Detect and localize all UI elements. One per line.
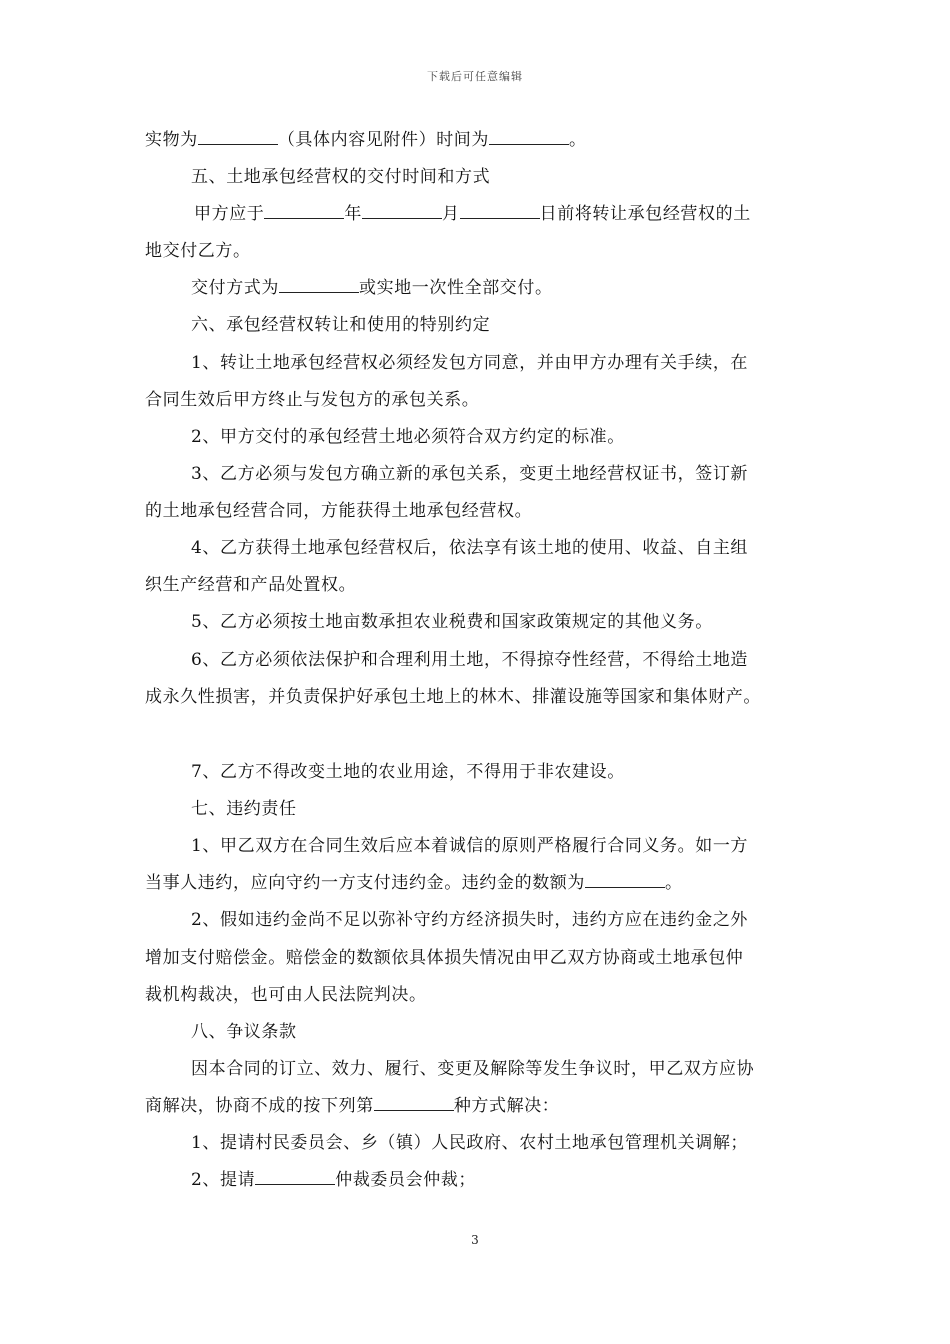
text-line: 6、乙方必须依法保护和合理利用土地，不得掠夺性经营，不得给土地造 bbox=[191, 650, 749, 670]
text-line: 织生产经营和产品处置权。 bbox=[145, 575, 357, 595]
text-line: 2、提请 仲裁委员会仲裁； bbox=[191, 1170, 477, 1190]
text-line: 7、乙方不得改变土地的农业用途，不得用于非农建设。 bbox=[191, 762, 625, 782]
blank-field bbox=[255, 1170, 335, 1185]
text-line: 裁机构裁决，也可由人民法院判决。 bbox=[145, 985, 427, 1005]
text-line: 2、甲方交付的承包经营土地必须符合双方约定的标准。 bbox=[191, 427, 625, 447]
text-line: 增加支付赔偿金。赔偿金的数额依具体损失情况由甲乙双方协商或土地承包仲 bbox=[145, 948, 744, 968]
text-line: 地交付乙方。 bbox=[145, 241, 251, 261]
text-line: 实物为 （具体内容见附件）时间为 。 bbox=[145, 130, 587, 150]
text-line: 4、乙方获得土地承包经营权后，依法享有该土地的使用、收益、自主组 bbox=[191, 538, 749, 558]
blank-field bbox=[198, 130, 278, 145]
text-line: 甲方应于 年 月 日前将转让承包经营权的土 bbox=[194, 204, 751, 224]
text-line: 1、转让土地承包经营权必须经发包方同意，并由甲方办理有关手续，在 bbox=[191, 353, 749, 373]
text-line: 3、乙方必须与发包方确立新的承包关系，变更土地经营权证书，签订新 bbox=[191, 464, 749, 484]
section-heading: 七、违约责任 bbox=[191, 799, 297, 819]
page-header: 下载后可任意编辑 bbox=[427, 70, 523, 83]
text-line: 合同生效后甲方终止与发包方的承包关系。 bbox=[145, 390, 480, 410]
blank-field bbox=[489, 130, 569, 145]
page-number: 3 bbox=[471, 1233, 479, 1247]
text-line: 成永久性损害，并负责保护好承包土地上的林木、排灌设施等国家和集体财产。 bbox=[145, 687, 761, 707]
section-heading: 六、承包经营权转让和使用的特别约定 bbox=[191, 315, 491, 335]
blank-field bbox=[362, 204, 442, 219]
text-line: 当事人违约，应向守约一方支付违约金。违约金的数额为 。 bbox=[145, 873, 683, 893]
blank-field bbox=[264, 204, 344, 219]
blank-field bbox=[585, 873, 665, 888]
section-heading: 八、争议条款 bbox=[191, 1022, 297, 1042]
text-line: 1、提请村民委员会、乡（镇）人民政府、农村土地承包管理机关调解； bbox=[191, 1133, 749, 1153]
text-line: 1、甲乙双方在合同生效后应本着诚信的原则严格履行合同义务。如一方 bbox=[191, 836, 749, 856]
blank-field bbox=[279, 278, 359, 293]
text-line: 2、假如违约金尚不足以弥补守约方经济损失时，违约方应在违约金之外 bbox=[191, 910, 749, 930]
blank-field bbox=[460, 204, 540, 219]
text-line: 的土地承包经营合同，方能获得土地承包经营权。 bbox=[145, 501, 533, 521]
text-line: 交付方式为 或实地一次性全部交付。 bbox=[191, 278, 553, 298]
blank-field bbox=[374, 1096, 454, 1111]
text-line: 因本合同的订立、效力、履行、变更及解除等发生争议时，甲乙双方应协 bbox=[191, 1059, 755, 1079]
text-line: 5、乙方必须按土地亩数承担农业税费和国家政策规定的其他义务。 bbox=[191, 612, 713, 632]
section-heading: 五、土地承包经营权的交付时间和方式 bbox=[191, 167, 491, 187]
text-line: 商解决，协商不成的按下列第 种方式解决： bbox=[145, 1096, 560, 1116]
